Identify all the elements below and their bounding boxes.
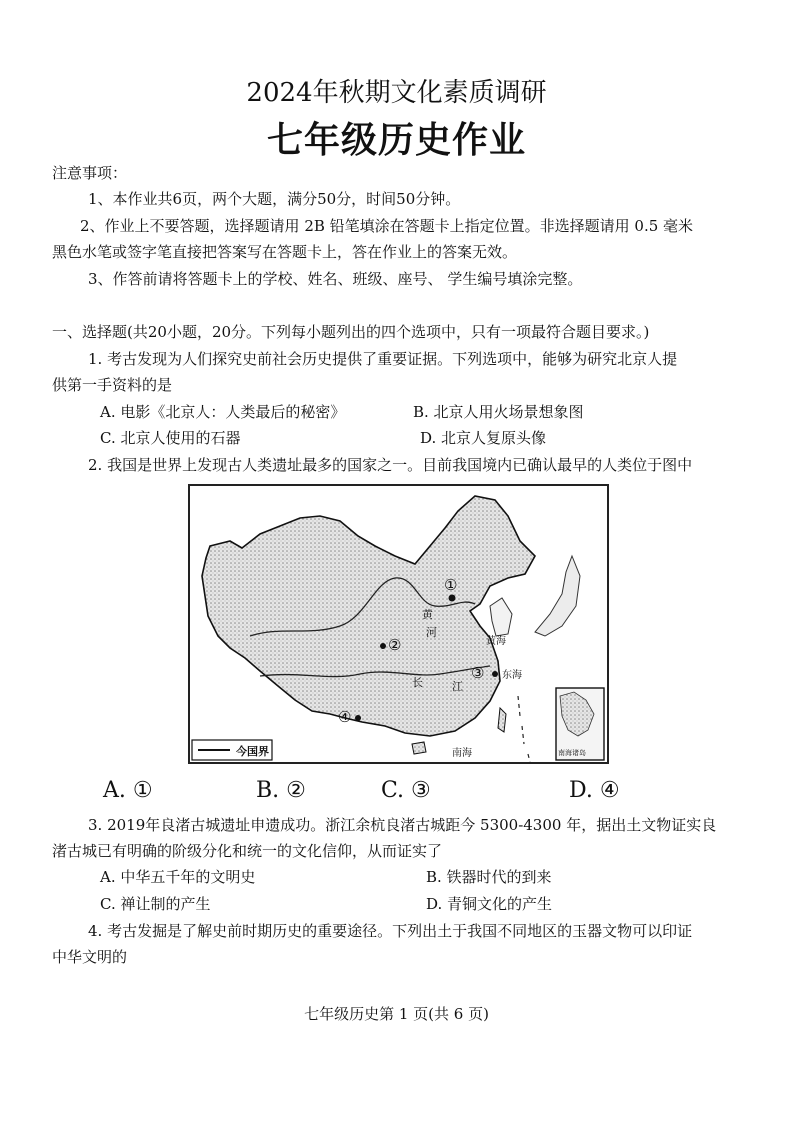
q2-option-a: A. ① <box>103 778 153 803</box>
q3-option-d: D. 青铜文化的产生 <box>426 895 553 913</box>
map-marker-1: ① <box>444 576 458 594</box>
map-marker-4: ④ <box>338 708 352 726</box>
notes-heading: 注意事项： <box>52 164 128 182</box>
page-footer: 七年级历史第 1 页(共 6 页) <box>304 1005 489 1023</box>
map-label-huang: 黄 <box>422 608 433 621</box>
title-line-2: 七年级历史作业 <box>266 119 526 161</box>
section-1-heading: 一、选择题(共20小题，20分。下列每小题列出的四个选项中，只有一项最符合题目要求。) <box>52 323 650 341</box>
note-item-2-line-1: 2、作业上不要答题，选择题请用 2B 铅笔填涂在答题卡上指定位置。非选择题请用 0.5 毫米 <box>80 217 694 235</box>
q2-option-c: C. ③ <box>381 778 431 803</box>
site-2-dot <box>380 643 386 649</box>
q1-stem-line-1: 1. 考古发现为人们探究史前社会历史提供了重要证据。下列选项中，能够为研究北京人提 <box>88 350 678 368</box>
map-inset-label: 南海诸岛 <box>558 749 586 757</box>
q1-stem-line-2: 供第一手资料的是 <box>52 376 173 394</box>
q4-stem-line-2: 中华文明的 <box>52 948 128 966</box>
q1-option-d: D. 北京人复原头像 <box>420 429 547 447</box>
map-legend-label: 今国界 <box>236 745 269 758</box>
q1-option-c: C. 北京人使用的石器 <box>100 429 241 447</box>
q1-option-a: A. 电影《北京人：人类最后的秘密》 <box>100 403 346 421</box>
title-line-1: 2024年秋期文化素质调研 <box>246 78 547 108</box>
site-3-dot <box>492 671 498 677</box>
q1-option-b: B. 北京人用火场景想象图 <box>413 403 584 421</box>
q3-option-c: C. 禅让制的产生 <box>100 895 211 913</box>
note-item-1: 1、本作业共6页，两个大题，满分50分，时间50分钟。 <box>88 190 461 208</box>
map-marker-2: ② <box>388 636 402 654</box>
q3-stem-line-2: 渚古城已有明确的阶级分化和统一的文化信仰，从而证实了 <box>52 842 443 860</box>
q3-option-b: B. 铁器时代的到来 <box>426 868 552 886</box>
q2-option-d: D. ④ <box>569 778 620 803</box>
map-label-donghai: 东海 <box>502 670 522 681</box>
map-label-chang: 长 <box>412 676 423 689</box>
map-label-huanghai: 黄海 <box>486 636 506 647</box>
q4-stem-line-1: 4. 考古发掘是了解史前时期历史的重要途径。下列出土于我国不同地区的玉器文物可以印证 <box>88 922 693 940</box>
note-item-2-line-2: 黑色水笔或签字笔直接把答案写在答题卡上，答在作业上的答案无效。 <box>52 243 518 261</box>
map-label-nanhai: 南海 <box>452 748 472 759</box>
map-label-he: 河 <box>426 626 437 639</box>
china-landmass <box>202 496 535 736</box>
map-label-jiang: 江 <box>452 680 463 693</box>
site-1-dot <box>449 595 456 602</box>
site-4-dot <box>355 715 361 721</box>
china-map-figure <box>188 484 609 764</box>
china-map-svg <box>190 486 607 762</box>
q2-stem: 2. 我国是世界上发现古人类遗址最多的国家之一。目前我国境内已确认最早的人类位于图中 <box>88 456 693 474</box>
q3-option-a: A. 中华五千年的文明史 <box>100 868 256 886</box>
note-item-3: 3、作答前请将答题卡上的学校、姓名、班级、座号、 学生编号填涂完整。 <box>88 270 583 288</box>
q3-stem-line-1: 3. 2019年良渚古城遗址申遗成功。浙江余杭良渚古城距今 5300-4300 年，据出土文物证实良 <box>88 816 717 834</box>
map-marker-3: ③ <box>471 664 485 682</box>
q2-option-b: B. ② <box>256 778 306 803</box>
